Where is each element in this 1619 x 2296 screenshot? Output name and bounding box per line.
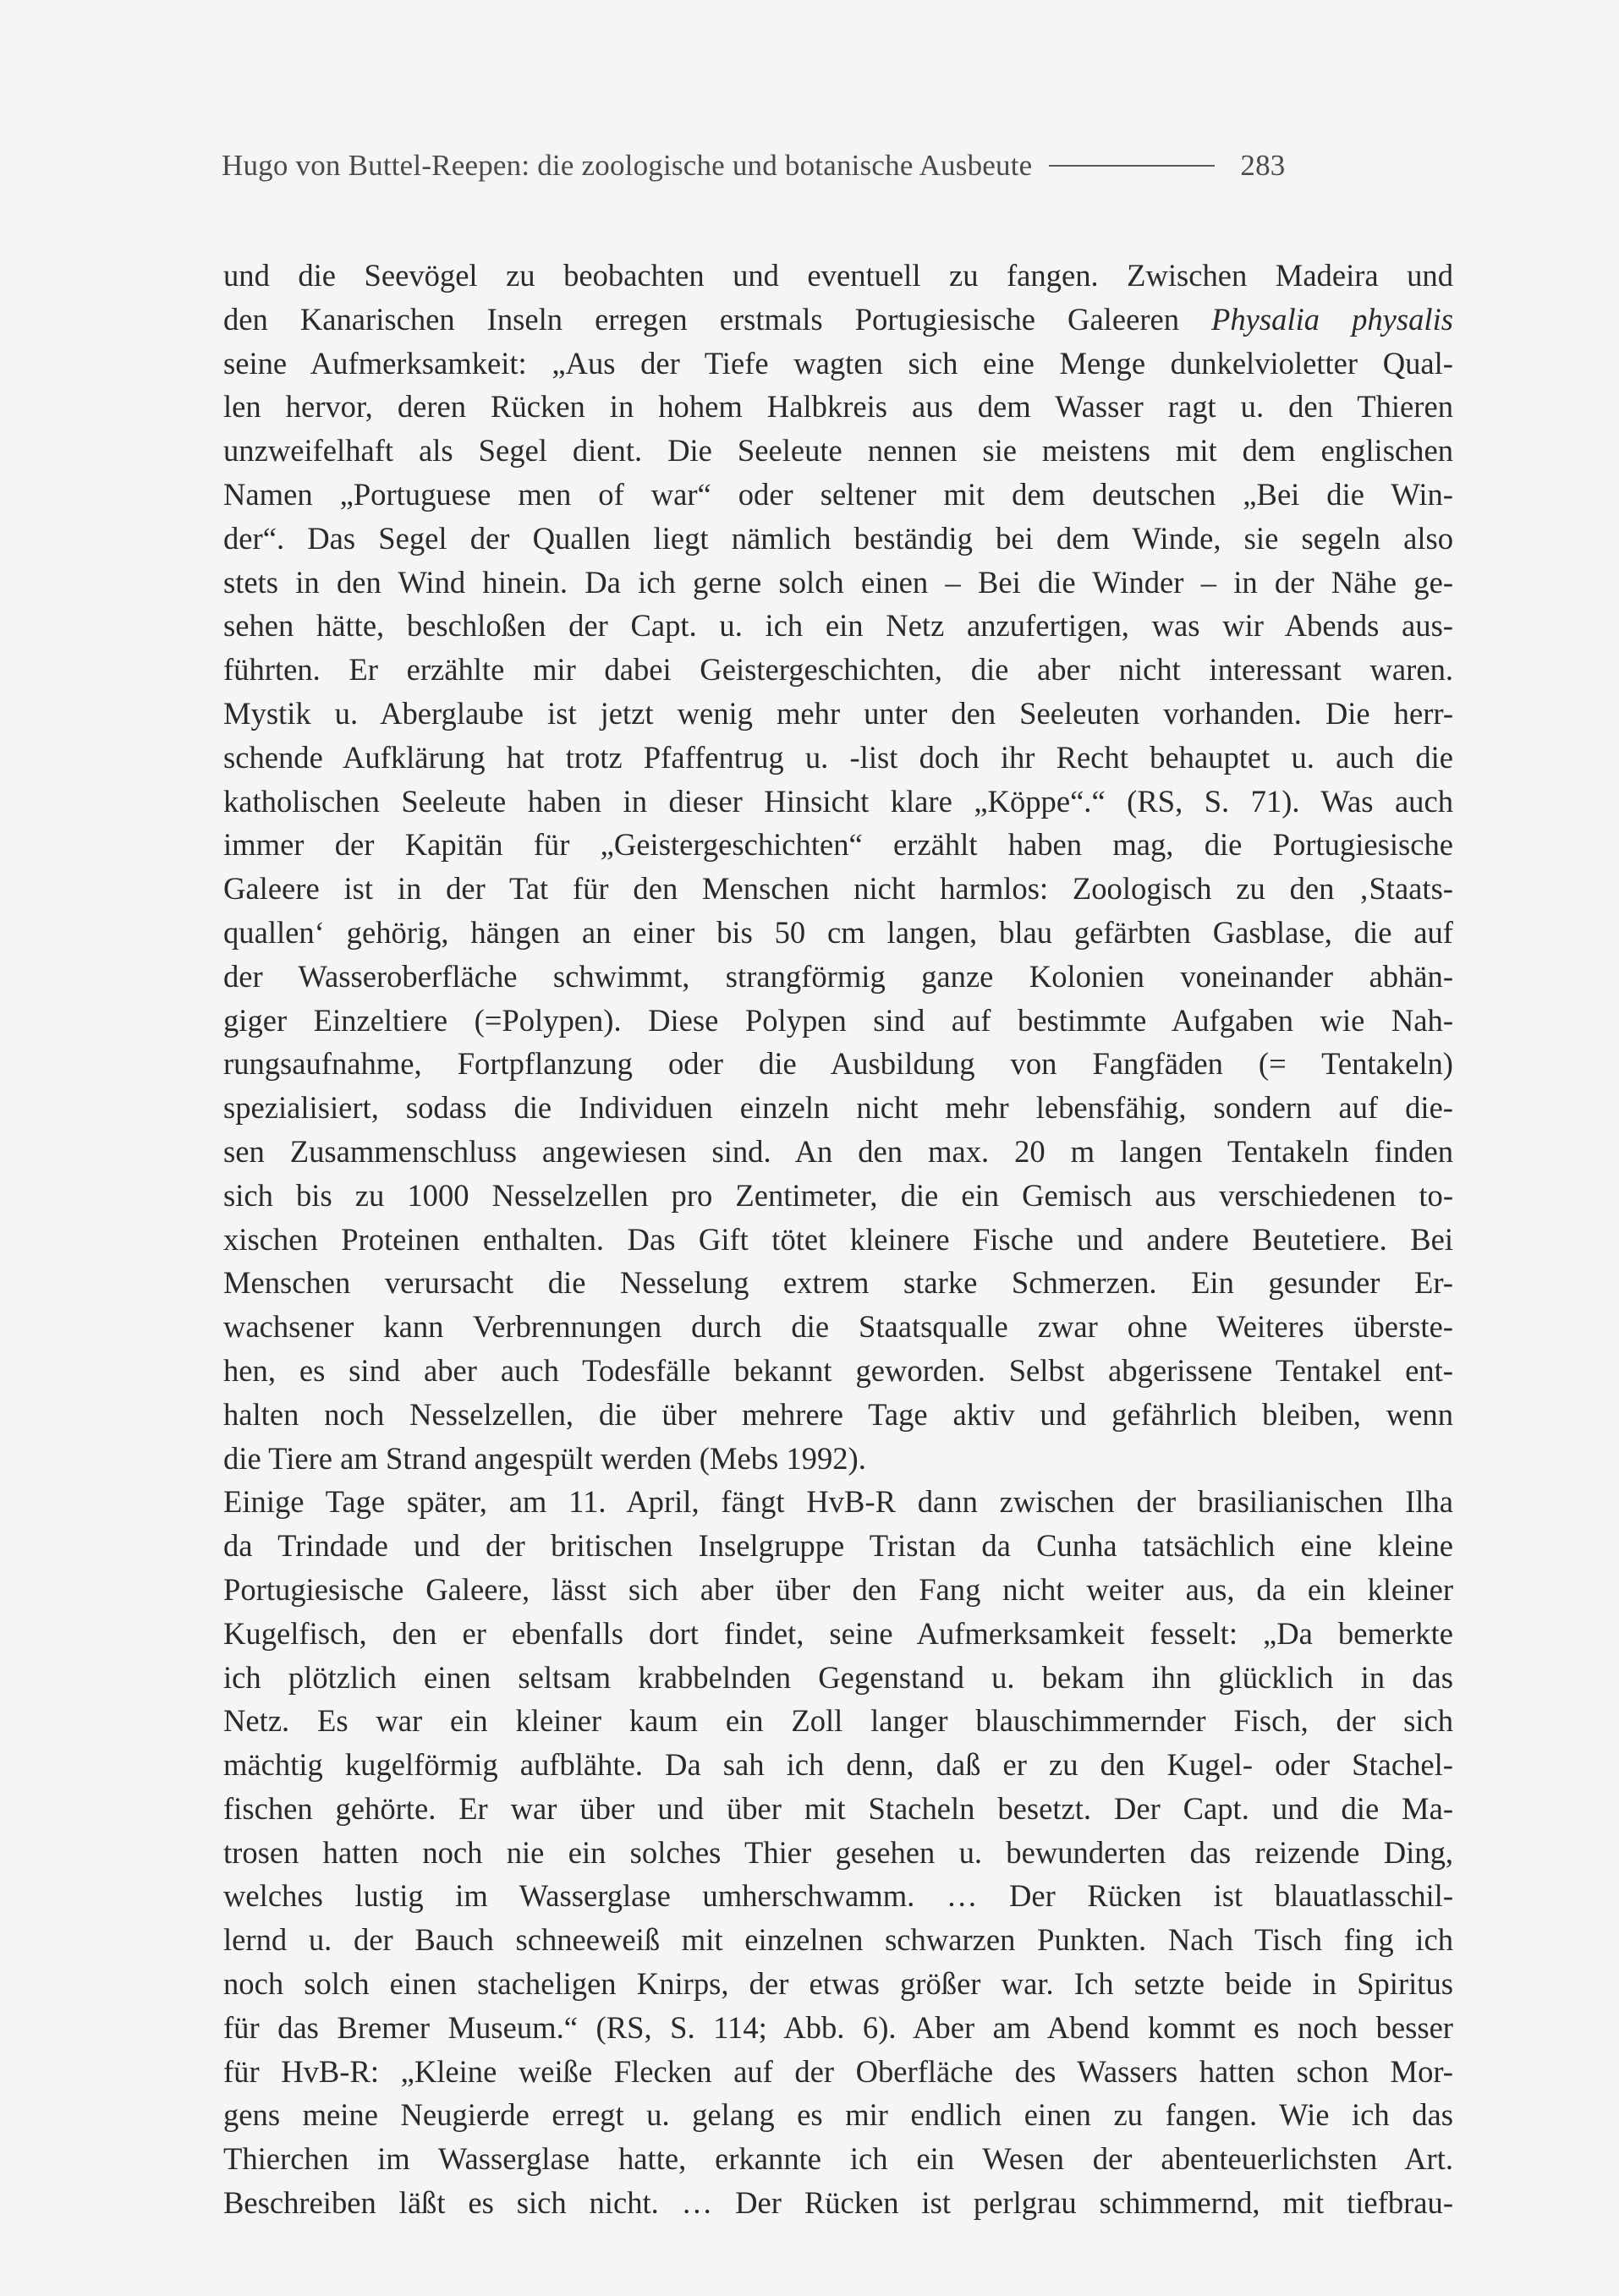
text-line: Netz. Es war ein kleiner kaum ein Zoll langer blauschimmernder Fisch, der sich — [223, 1703, 1453, 1739]
text-line: schende Aufklärung hat trotz Pfaffentrug u. -list doch ihr Recht behauptet u. auch die — [223, 739, 1453, 775]
text-line: unzweifelhaft als Segel dient. Die Seeleute nennen sie meistens mit dem englischen — [223, 433, 1453, 469]
text-line: Menschen verursacht die Nesselung extrem starke Schmerzen. Ein gesunder Er- — [223, 1265, 1453, 1301]
text-line: lernd u. der Bauch schneeweiß mit einzelnen schwarzen Punkten. Nach Tisch fing ich — [223, 1922, 1453, 1958]
text-run: den Kanarischen Inseln erregen erstmals Portugiesische Galeeren — [223, 301, 1212, 337]
text-line: noch solch einen stacheligen Knirps, der etwas größer war. Ich setzte beide in Spiritus — [223, 1966, 1453, 2002]
text-line: mächtig kugelförmig aufblähte. Da sah ich denn, daß er zu den Kugel- oder Stachel- — [223, 1747, 1453, 1783]
text-line: und die Seevögel zu beobachten und eventuell zu fangen. Zwischen Madeira und — [223, 258, 1453, 293]
text-line: führten. Er erzählte mir dabei Geistergeschichten, die aber nicht interessant waren. — [223, 652, 1453, 688]
running-header — [222, 140, 1457, 191]
text-line: quallen‘ gehörig, hängen an einer bis 50 cm langen, blau gefärbten Gasblase, die auf — [223, 914, 1453, 950]
text-line: die Tiere am Strand angespült werden (Mebs 1992). — [223, 1440, 866, 1476]
text-line: Thierchen im Wasserglase hatte, erkannte ich ein Wesen der abenteuerlichsten Art. — [223, 2141, 1453, 2177]
body-text — [223, 254, 1453, 2225]
text-line: rungsaufnahme, Fortpflanzung oder die Ausbildung von Fangfäden (= Tentakeln) — [223, 1046, 1453, 1082]
text-line: welches lustig im Wasserglase umherschwamm. … Der Rücken ist blauatlasschil- — [223, 1878, 1453, 1914]
text-line: Einige Tage später, am 11. April, fängt HvB-R dann zwischen der brasilianischen Ilha — [223, 1484, 1453, 1520]
species-name: Physalia physalis — [1211, 301, 1453, 337]
page-number: 283 — [1240, 149, 1286, 182]
text-line: giger Einzeltiere (=Polypen). Diese Polypen sind auf bestimmte Aufgaben wie Nah- — [223, 1002, 1453, 1038]
text-line: da Trindade und der britischen Inselgruppe Tristan da Cunha tatsächlich eine kleine — [223, 1528, 1453, 1564]
text-line: fischen gehörte. Er war über und über mit Stacheln besetzt. Der Capt. und die Ma- — [223, 1790, 1453, 1826]
header-rule — [1049, 165, 1215, 167]
text-line: gens meine Neugierde erregt u. gelang es mir endlich einen zu fangen. Wie ich das — [223, 2097, 1453, 2133]
text-line: seine Aufmerksamkeit: „Aus der Tiefe wagten sich eine Menge dunkelvioletter Qual- — [223, 345, 1453, 381]
text-line: Kugelfisch, den er ebenfalls dort findet, seine Aufmerksamkeit fesselt: „Da bemerkte — [223, 1615, 1453, 1651]
text-line: Mystik u. Aberglaube ist jetzt wenig mehr unter den Seeleuten vorhanden. Die herr- — [223, 695, 1453, 731]
text-line: sehen hätte, beschloßen der Capt. u. ich ein Netz anzufertigen, was wir Abends aus- — [223, 608, 1453, 644]
text-line: len hervor, deren Rücken in hohem Halbkreis aus dem Wasser ragt u. den Thieren — [223, 389, 1453, 425]
text-line: immer der Kapitän für „Geistergeschichten“ erzählt haben mag, die Portugiesische — [223, 827, 1453, 863]
text-line: stets in den Wind hinein. Da ich gerne solch einen – Bei die Winder – in der Nähe ge- — [223, 564, 1453, 600]
text-line: hen, es sind aber auch Todesfälle bekannt geworden. Selbst abgerissene Tentakel ent- — [223, 1352, 1453, 1388]
text-line: Beschreiben läßt es sich nicht. … Der Rücken ist perlgrau schimmernd, mit tiefbrau- — [223, 2185, 1453, 2221]
text-line: wachsener kann Verbrennungen durch die Staatsqualle zwar ohne Weiteres überste- — [223, 1309, 1453, 1345]
text-line: spezialisiert, sodass die Individuen einzeln nicht mehr lebensfähig, sondern auf die- — [223, 1090, 1453, 1126]
text-line — [223, 298, 1453, 342]
text-line: ich plötzlich einen seltsam krabbelnden Gegenstand u. bekam ihn glücklich in das — [223, 1659, 1453, 1695]
text-line: halten noch Nesselzellen, die über mehrere Tage aktiv und gefährlich bleiben, wenn — [223, 1396, 1453, 1432]
text-line: Galeere ist in der Tat für den Menschen nicht harmlos: Zoologisch zu den ‚Staats- — [223, 871, 1453, 907]
text-line: xischen Proteinen enthalten. Das Gift tötet kleinere Fische und andere Beutetiere. Bei — [223, 1221, 1453, 1257]
text-line: katholischen Seeleute haben in dieser Hinsicht klare „Köppe“.“ (RS, S. 71). Was auch — [223, 783, 1453, 819]
text-line: der Wasseroberfläche schwimmt, strangförmig ganze Kolonien voneinander abhän- — [223, 958, 1453, 994]
text-line: Namen „Portuguese men of war“ oder seltener mit dem deutschen „Bei die Win- — [223, 476, 1453, 512]
text-line: Portugiesische Galeere, lässt sich aber über den Fang nicht weiter aus, da ein kleiner — [223, 1571, 1453, 1607]
text-line: sen Zusammenschluss angewiesen sind. An den max. 20 m langen Tentakeln finden — [223, 1133, 1453, 1169]
text-line: sich bis zu 1000 Nesselzellen pro Zentimeter, die ein Gemisch aus verschiedenen to- — [223, 1177, 1453, 1213]
text-line: trosen hatten noch nie ein solches Thier gesehen u. bewunderten das reizende Ding, — [223, 1834, 1453, 1870]
text-line: der“. Das Segel der Quallen liegt nämlich beständig bei dem Winde, sie segeln also — [223, 520, 1453, 556]
text-line: für HvB-R: „Kleine weiße Flecken auf der Oberfläche des Wassers hatten schon Mor- — [223, 2053, 1453, 2089]
running-title: Hugo von Buttel-Reepen: die zoologische und botanische Ausbeute — [222, 149, 1033, 182]
text-line: für das Bremer Museum.“ (RS, S. 114; Abb. 6). Aber am Abend kommt es noch besser — [223, 2009, 1453, 2045]
